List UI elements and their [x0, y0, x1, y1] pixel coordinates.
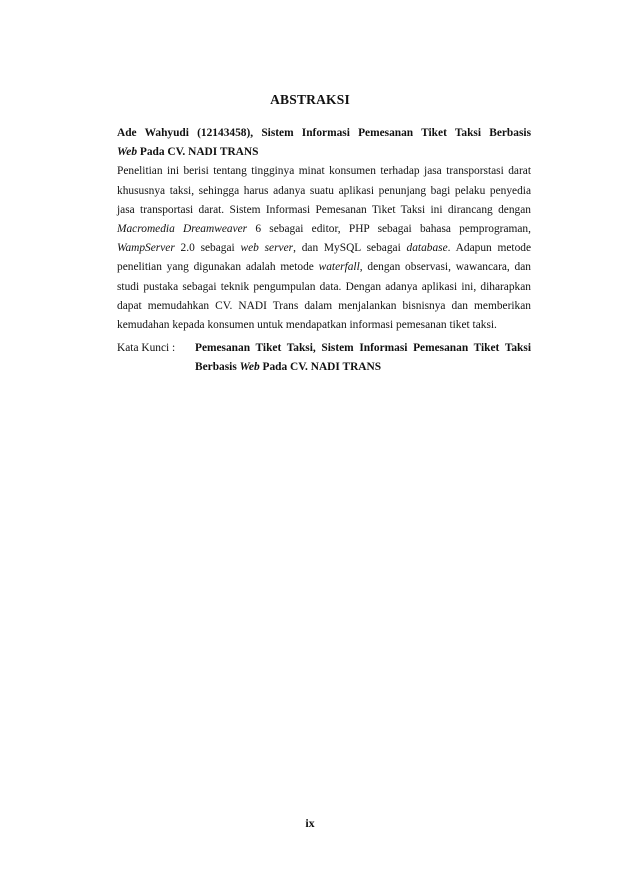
keywords-label: Kata Kunci :: [117, 342, 176, 354]
abstract-text-6: , dengan observasi, wawancara, dan studi pustaka sebagai teknik pengumpulan data. Dengan adanya aplikasi ini, diharapkan dapat memudahkan CV. NADI Trans dalam menjalankan bisnisnya dan memberikan kemudahan kepada konsumen untuk mendapatkan informasi pemesanan tiket taksi.: [117, 261, 531, 332]
abstract-text-3: 2.0 sebagai: [174, 242, 241, 255]
keywords-text-2: Pada CV. NADI TRANS: [259, 361, 382, 374]
author-title-line: Ade Wahyudi (12143458), Sistem Informasi Pemesanan Tiket Taksi Berbasis: [117, 127, 531, 139]
keywords-text: [195, 339, 531, 377]
term-waterfall: waterfall: [318, 261, 360, 274]
abstract-paragraph: [117, 162, 531, 335]
abstract-title: ABSTRAKSI: [270, 92, 350, 107]
abstract-text-4: , dan MySQL sebagai: [293, 242, 407, 255]
term-wampserver: WampServer: [117, 242, 175, 255]
page-number: ix: [305, 816, 315, 830]
term-macromedia: Macromedia Dreamweaver: [117, 223, 248, 236]
abstract-text-5: . Adapun metode penelitian yang digunakan adalah metode: [117, 242, 532, 274]
author-title-line-2-rest: Pada CV. NADI TRANS: [137, 146, 259, 159]
abstract-text-1: Penelitian ini berisi tentang tingginya minat konsumen terhadap jasa transporstasi darat khususnya taksi, sehingga harus adanya suatu aplikasi penunjang bagi pelaku penyedia jasa transportasi darat. Sistem Informasi Pemesanan Tiket Taksi ini dirancang dengan: [117, 165, 531, 216]
web-term: Web: [117, 146, 138, 159]
keywords-text-1: Pemesanan Tiket Taksi, Sistem Informasi Pemesanan Tiket Taksi Berbasis: [195, 342, 531, 374]
keywords-section: [117, 339, 531, 377]
keywords-row: [117, 339, 531, 377]
abstract-text-2: 6 sebagai editor, PHP sebagai bahasa pemprograman,: [247, 223, 531, 236]
abstract-content: [117, 124, 531, 335]
author-title-line-2: [117, 143, 531, 162]
term-database: database: [406, 242, 448, 255]
term-web-server: web server: [240, 242, 294, 255]
keywords-web-term: Web: [239, 361, 260, 374]
